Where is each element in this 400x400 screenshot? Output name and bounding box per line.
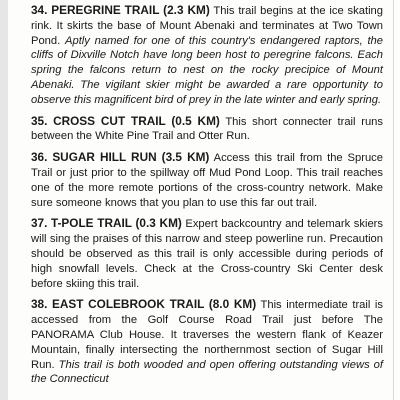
trail-title: PEREGRINE TRAIL (2.3 KM) [51, 3, 210, 17]
trail-description-italic: Aptly named for one of this country's endangered raptors, the cliffs of Dixville Notch have long been host to peregrine falcons. Each spring the falcons return to nest on the rocky precipice of Mount Abenaki. The vigilant skier might be awarded a rare opportunity to observe this magnificent bird of prey in the late winter and early spring. [31, 34, 383, 106]
trail-entry-38 [31, 297, 383, 387]
trail-entry-37 [31, 216, 383, 291]
trail-descriptions [31, 3, 383, 393]
trail-number: 36. [31, 150, 48, 165]
trail-title: CROSS CUT TRAIL (0.5 KM) [53, 113, 220, 128]
trail-entry-36 [31, 150, 383, 210]
trail-title: SUGAR HILL RUN (3.5 KM) [52, 150, 210, 165]
trail-description: This short connecter trail runs between the White Pine Trail and Otter Run. [31, 115, 383, 143]
trail-entry-35 [31, 114, 383, 145]
trail-number: 35. [31, 113, 48, 128]
trail-description-italic: This trail is both wooded and open offering outstanding views of the Connecticut [31, 358, 383, 386]
trail-title: EAST COLEBROOK TRAIL (8.0 KM) [51, 297, 257, 312]
page-edge [0, 0, 8, 400]
trail-entry-34 [31, 3, 383, 108]
trail-description: Access this trail from the Spruce Trail or just prior to the spillway off Mud Pond Loop. This trail reaches one of the more remote portions of the cross-country network. Make sure someone knows that you plan to use this far out trail. [31, 152, 383, 209]
trail-number: 37. [31, 216, 48, 231]
page-edge-right [393, 0, 394, 400]
trail-number: 34. [31, 3, 48, 17]
trail-title: T-POLE TRAIL (0.3 KM) [50, 216, 182, 231]
trail-number: 38. [31, 297, 48, 312]
trail-description: This intermediate trail is accessed from the Golf Course Road Trail just before The PANORAMA Club House. It traverses the western flank of Keazer Mountain, finally intersecting the northernmost section of Sugar Hill Run. [31, 299, 383, 371]
trail-description: This trail begins at the ice skating rink. It skirts the base of Mount Abenaki and terminates at Two Town Pond. [31, 5, 383, 47]
trail-description: Expert backcountry and telemark skiers will sing the praises of this narrow and steep powerline run. Precaution should be observed as this trail is only accessible during periods of high snowfall levels. Check at the Cross-country Ski Center desk before skiing this trail. [31, 218, 383, 290]
